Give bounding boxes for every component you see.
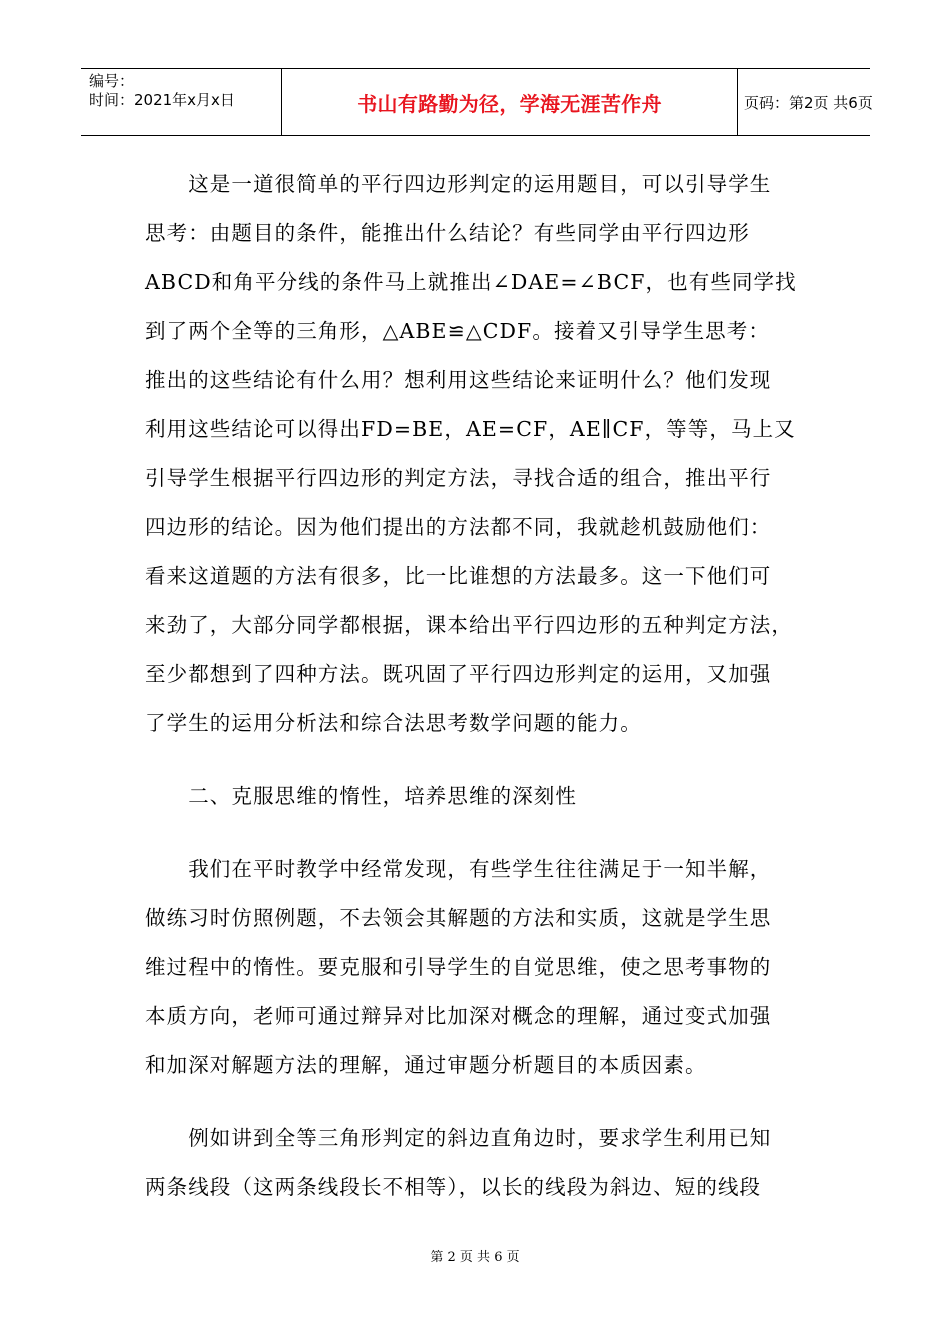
header-motto-cell: [281, 69, 738, 135]
paragraph-1: [145, 160, 805, 748]
header-page-info: [738, 69, 873, 135]
paragraph-line: 这是一道很简单的平行四边形判定的运用题目，可以引导学生: [145, 172, 772, 196]
page-header: [81, 68, 873, 136]
paragraph-2: [145, 845, 805, 1090]
section-heading: [145, 772, 805, 821]
paragraph-line: 推出的这些结论有什么用？想利用这些结论来证明什么？他们发现: [145, 368, 772, 392]
paragraph-line: 和加深对解题方法的理解，通过审题分析题目的本质因素。: [145, 1053, 707, 1077]
paragraph-line: 看来这道题的方法有很多，比一比谁想的方法最多。这一下他们可: [145, 564, 772, 588]
paragraph-line: 至少都想到了四种方法。既巩固了平行四边形判定的运用，又加强: [145, 662, 772, 686]
paragraph-spacer: [145, 821, 805, 845]
paragraph-line: 四边形的结论。因为他们提出的方法都不同，我就趁机鼓励他们：: [145, 515, 772, 539]
paragraph-spacer: [145, 748, 805, 772]
paragraph-line: ABCD和角平分线的条件马上就推出∠DAE=∠BCF，也有些同学找: [145, 270, 797, 294]
paragraph-line: 做练习时仿照例题，不去领会其解题的方法和实质，这就是学生思: [145, 906, 772, 930]
paragraph-line: 本质方向，老师可通过辩异对比加深对概念的理解，通过变式加强: [145, 1004, 772, 1028]
paragraph-line: 思考：由题目的条件，能推出什么结论？有些同学由平行四边形: [145, 221, 750, 245]
motto-text: 书山有路勤为径，学海无涯苦作舟: [357, 91, 662, 116]
paragraph-line: 到了两个全等的三角形，△ABE≌△CDF。接着又引导学生思考：: [145, 319, 770, 343]
paragraph-line: 我们在平时教学中经常发现，有些学生往往满足于一知半解，: [145, 857, 772, 881]
page-info-text: 页码：第2页 共6页: [744, 93, 873, 112]
paragraph-line: 维过程中的惰性。要克服和引导学生的自觉思维，使之思考事物的: [145, 955, 772, 979]
paragraph-line: 利用这些结论可以得出FD=BE，AE=CF，AE∥CF，等等，马上又: [145, 417, 796, 441]
paragraph-line: 来劲了，大部分同学都根据，课本给出平行四边形的五种判定方法，: [145, 613, 793, 637]
page-footer: [0, 1246, 950, 1265]
paragraph-3: [145, 1114, 805, 1212]
section-heading-text: 二、克服思维的惰性，培养思维的深刻性: [145, 784, 577, 808]
paragraph-line: 了学生的运用分析法和综合法思考数学问题的能力。: [145, 711, 642, 735]
footer-page-number: 第 2 页 共 6 页: [430, 1250, 520, 1265]
paragraph-spacer: [145, 1090, 805, 1114]
paragraph-line: 例如讲到全等三角形判定的斜边直角边时，要求学生利用已知: [145, 1126, 772, 1150]
number-label: 编号：: [89, 72, 135, 90]
paragraph-line: 引导学生根据平行四边形的判定方法，寻找合适的组合，推出平行: [145, 466, 772, 490]
document-body: [145, 160, 805, 1212]
time-label: 时间：2021年x月x日: [89, 91, 235, 109]
header-meta: [81, 69, 281, 135]
paragraph-line: 两条线段（这两条线段长不相等），以长的线段为斜边、短的线段: [145, 1175, 762, 1199]
